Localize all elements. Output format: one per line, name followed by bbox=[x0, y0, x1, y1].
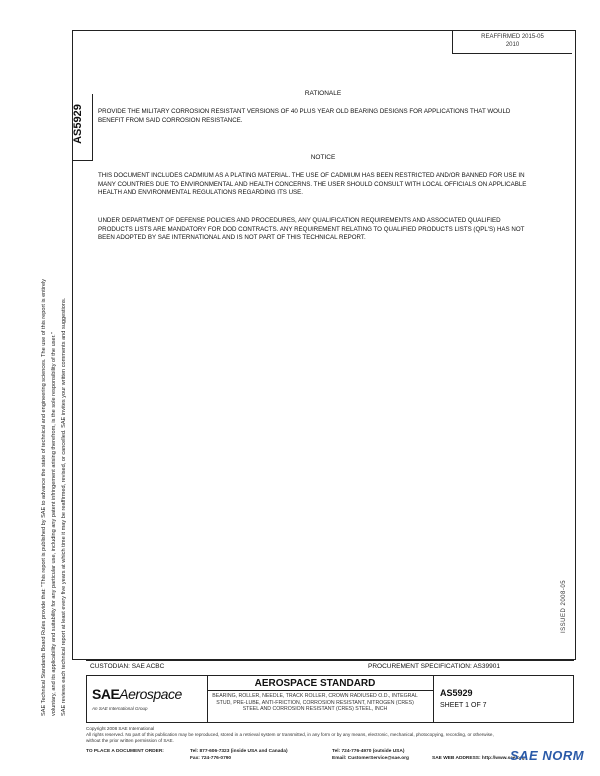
revision-line2: 2010 bbox=[505, 42, 520, 48]
standard-heading: AEROSPACE STANDARD bbox=[254, 678, 376, 689]
doc-number-vertical: AS5929 bbox=[72, 104, 84, 144]
sae-aerospace-logo bbox=[92, 686, 182, 702]
tel-outside: Tel: 724-776-4970 (outside USA) bbox=[332, 749, 405, 754]
custodian: CUSTODIAN: SAE ACBC bbox=[90, 663, 165, 670]
footer-divider bbox=[86, 660, 574, 661]
fax: Fax: 724-776-0790 bbox=[190, 756, 232, 761]
notice-heading: NOTICE bbox=[310, 154, 336, 161]
revision-line1: REAFFIRMED 2015-05 bbox=[481, 34, 544, 40]
notice-paragraph-1: THIS DOCUMENT INCLUDES CADMIUM AS A PLATING MATERIAL. THE USE OF CADMIUM HAS BEEN RESTRICTED AND/OR BANNED FOR USE IN MANY COUNTRIES DUE TO ENVIRONMENTAL AND HEALTH CONCERNS. THE USER SHOULD CONSULT WITH LOCAL OFFICIALS ON APPLICABLE HEALTH AND ENVIRONMENTAL REGULATIONS REGARDING ITS USE. bbox=[98, 172, 527, 197]
side-text-line1: SAE Technical Standards Board Rules provide that: "This report is published by SAE to advance the state of technical and engineering sciences. The use of this report is entirely bbox=[41, 278, 47, 716]
rationale-text: PROVIDE THE MILITARY CORROSION RESISTANT VERSIONS OF 40 PLUS YEAR OLD BEARING DESIGNS FOR APPLICATIONS THAT WOULD BENEFIT FROM SAID CORROSION RESISTANCE. bbox=[98, 108, 511, 124]
web-address-link[interactable]: SAE WEB ADDRESS: http://www.sae.org bbox=[432, 756, 525, 761]
side-text-line2: voluntary, and its applicability and suitability for any particular use, including any patent infringement arising therefrom, is the sole responsibility of the user." bbox=[51, 332, 57, 716]
procurement-spec: PROCUREMENT SPECIFICATION: AS39901 bbox=[368, 663, 500, 670]
order-phones bbox=[190, 748, 288, 762]
title-divider-right bbox=[433, 676, 434, 722]
order-contacts bbox=[332, 748, 409, 762]
copyright-block bbox=[86, 726, 506, 745]
copyright: Copyright 2008 SAE International bbox=[86, 726, 155, 731]
sheet-number: SHEET 1 OF 7 bbox=[440, 702, 487, 709]
sae-norm-watermark: SAE NORM bbox=[510, 748, 585, 763]
notice-paragraph-2: UNDER DEPARTMENT OF DEFENSE POLICIES AND PROCEDURES, ANY QUALIFICATION REQUIREMENTS AND ASSOCIATED QUALIFIED PRODUCTS LISTS ARE MANDATORY FOR DOD CONTRACTS. ANY REQUIREMENT RELATING TO QUALIFIED PRODUCTS LISTS (QPL'S) HAS NOT BEEN ADOPTED BY SAE INTERNATIONAL AND IS NOT PART OF THIS TECHNICAL REPORT. bbox=[98, 217, 525, 242]
rights-statement: All rights reserved. No part of this publication may be reproduced, stored in a retrieval system or transmitted, in any form or by any means, electronic, mechanical, photocopying, recording, or otherwise, without the prior written permission of SAE. bbox=[86, 732, 494, 744]
logo-italic: Aerospace bbox=[119, 686, 182, 702]
standard-title: BEARING, ROLLER, NEEDLE, TRACK ROLLER, CROWN RADIUSED O.D., INTEGRAL STUD, PRE-LUBE, ANTI-FRICTION, CORROSION RESISTANT, NITROGEN (CRES) STEEL AND CORROSION RESISTANT (CRES) STEEL, INCH bbox=[212, 693, 418, 713]
side-text-line3: SAE reviews each technical report at least every five years at which time it may be reaffirmed, revised, or cancelled. SAE invites your written comments and suggestions. bbox=[61, 297, 67, 716]
logo-subtitle: An SAE International Group bbox=[92, 706, 148, 711]
revision-box bbox=[452, 30, 572, 54]
order-label: TO PLACE A DOCUMENT ORDER: bbox=[86, 749, 164, 754]
rationale-heading: RATIONALE bbox=[304, 90, 342, 97]
title-divider-horizontal bbox=[207, 690, 433, 691]
logo-bold: SAE bbox=[92, 686, 120, 702]
title-divider-left bbox=[207, 676, 208, 722]
standard-number: AS5929 bbox=[440, 688, 473, 698]
email-link[interactable]: Email: CustomerService@sae.org bbox=[332, 756, 409, 761]
tel-inside: Tel: 877-606-7323 (inside USA and Canada) bbox=[190, 749, 288, 754]
issued-date: ISSUED 2008-05 bbox=[561, 579, 567, 633]
